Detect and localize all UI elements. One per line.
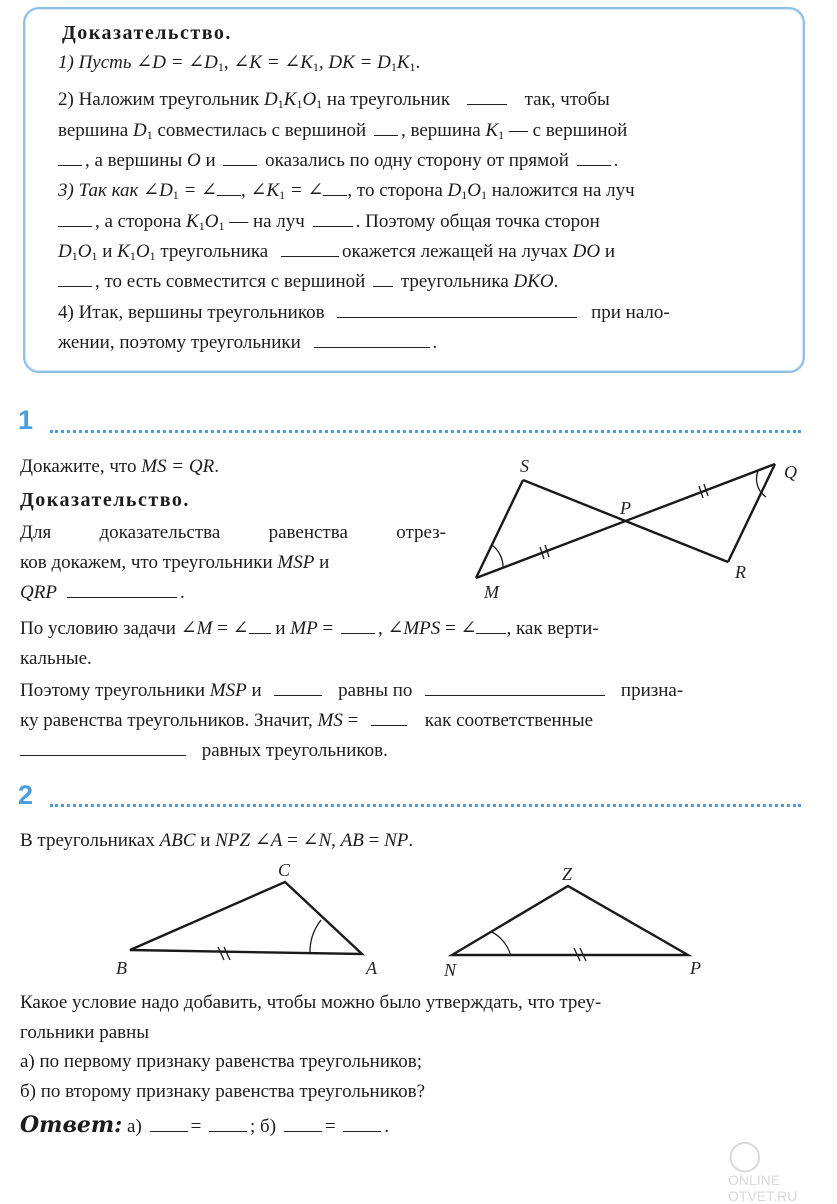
- angle-arc-n: [492, 932, 511, 956]
- task-1-text-7: ку равенства треугольников. Значит, MS = как соответственные: [20, 706, 593, 736]
- task-1-number: 1: [18, 405, 34, 435]
- triangle-abc: [130, 882, 362, 954]
- watermark-line-2: OTVET.RU: [728, 1188, 798, 1204]
- task-2-figure: [100, 850, 720, 980]
- blank-field[interactable]: [374, 117, 398, 136]
- lightbulb-icon: ◯: [728, 1139, 762, 1172]
- label-r: R: [735, 562, 746, 582]
- task-1-text-2: ков докажем, что треугольники MSP и: [20, 552, 330, 573]
- blank-field[interactable]: [476, 615, 506, 634]
- box-step-3-cont2: $D_1O_1$ и $K_1O_1$ треугольника окажется лежащей на лучах DO и: [58, 237, 615, 271]
- blank-field[interactable]: [281, 238, 339, 257]
- box-step-3-cont: , а сторона $K_1O_1$ — на луч . Поэтому общая точка сторон: [58, 207, 600, 241]
- task-2-option-a: а) по первому признаку равенства треугольников;: [20, 1051, 423, 1072]
- task-2-question-2: гольники равны: [20, 1022, 150, 1043]
- blank-field[interactable]: [425, 677, 605, 696]
- task-1-text-1: Для доказательства равенства отрез-: [20, 522, 446, 543]
- box-step-1: 1) Пусть ∠D = $\angle D_1$, ∠K = $\angle K_1$, DK = $D_1K_1$.: [58, 52, 421, 74]
- box-step-2: 2) Наложим треугольник $D_1K_1O_1$ на треугольник так, чтобы: [58, 85, 610, 119]
- task-1-statement: Докажите, что MS = QR.: [20, 456, 219, 477]
- answer-field[interactable]: [343, 1113, 381, 1132]
- blank-field[interactable]: [217, 177, 241, 196]
- task-2-answer: Ответ: а) = ; б) = .: [20, 1112, 390, 1138]
- blank-field[interactable]: [58, 268, 92, 287]
- box-step-3-end: , то есть совместится с вершиной треугольника DKO.: [58, 267, 558, 297]
- answer-field[interactable]: [150, 1113, 188, 1132]
- box-step-2-end: , а вершины O и оказались по одну сторону от прямой .: [58, 146, 618, 176]
- blank-field[interactable]: [371, 707, 407, 726]
- blank-field[interactable]: [249, 615, 271, 634]
- tick-mark: [218, 947, 224, 960]
- box-step-4-cont: жении, поэтому треугольники .: [58, 328, 437, 358]
- blank-field[interactable]: [223, 147, 257, 166]
- angle-arc-a: [310, 920, 321, 954]
- blank-field[interactable]: [20, 737, 186, 756]
- watermark-line-1: ONLINE: [728, 1172, 781, 1188]
- label-z: Z: [562, 864, 573, 884]
- blank-field[interactable]: [274, 677, 322, 696]
- blank-field[interactable]: [58, 147, 82, 166]
- task-1-text-5: кальные.: [20, 648, 92, 669]
- label-p: P: [620, 498, 631, 518]
- triangle-npz: [452, 886, 688, 955]
- label-c: C: [278, 860, 291, 880]
- blank-field[interactable]: [58, 208, 92, 227]
- segment-sr: [523, 480, 728, 562]
- answer-field[interactable]: [284, 1113, 322, 1132]
- blank-field[interactable]: [467, 86, 507, 105]
- label-n: N: [444, 960, 457, 980]
- label-b: B: [116, 958, 127, 978]
- task-2-divider: [50, 804, 801, 807]
- blank-field[interactable]: [577, 147, 611, 166]
- angle-arc-m: [492, 545, 503, 568]
- task-2-option-b: б) по второму признаку равенства треугольников?: [20, 1081, 426, 1102]
- blank-field[interactable]: [67, 579, 177, 598]
- task-1-text-3: QRP .: [20, 578, 185, 608]
- task-2-question-1: Какое условие надо добавить, чтобы можно было утверждать, что треу-: [20, 992, 602, 1013]
- tick-mark: [224, 947, 230, 960]
- task-1-text-8: равных треугольников.: [20, 736, 388, 766]
- label-q: Q: [784, 462, 797, 482]
- blank-field[interactable]: [373, 268, 393, 287]
- watermark: [728, 1140, 797, 1204]
- task-1-figure: [460, 440, 837, 610]
- task-1-divider: [50, 430, 801, 433]
- task-1-text-4: По условию задачи ∠M = ∠ и MP = , ∠MPS = ∠ , как верти-: [20, 614, 599, 644]
- box-step-2-cont: вершина $D_1$ совместилась с вершиной , вершина $K_1$ — с вершиной: [58, 116, 627, 150]
- box-step-4: 4) Итак, вершины треугольников при нало-: [58, 298, 670, 328]
- blank-field[interactable]: [341, 615, 375, 634]
- blank-field[interactable]: [313, 208, 353, 227]
- label-p2: P: [690, 958, 701, 978]
- label-m: M: [484, 582, 499, 602]
- blank-field[interactable]: [323, 177, 347, 196]
- answer-field[interactable]: [209, 1113, 247, 1132]
- box-title: Доказательство.: [62, 22, 232, 44]
- task-2-statement: В треугольниках ABC и NPZ ∠A = ∠N, AB = NP.: [20, 830, 414, 851]
- label-s: S: [520, 456, 529, 476]
- box-step-3: 3) Так как $\angle D_1$ = ∠ , $\angle K_1$ = ∠ , то сторона $D_1O_1$ наложится на луч: [58, 176, 635, 210]
- answer-label: Ответ:: [20, 1112, 123, 1138]
- task-1-proof-title: Доказательство.: [20, 489, 190, 511]
- task-1-text-6: Поэтому треугольники MSP и равны по призна-: [20, 676, 683, 706]
- task-2-number: 2: [18, 780, 34, 810]
- blank-field[interactable]: [314, 329, 430, 348]
- label-a: A: [366, 958, 377, 978]
- blank-field[interactable]: [337, 299, 577, 318]
